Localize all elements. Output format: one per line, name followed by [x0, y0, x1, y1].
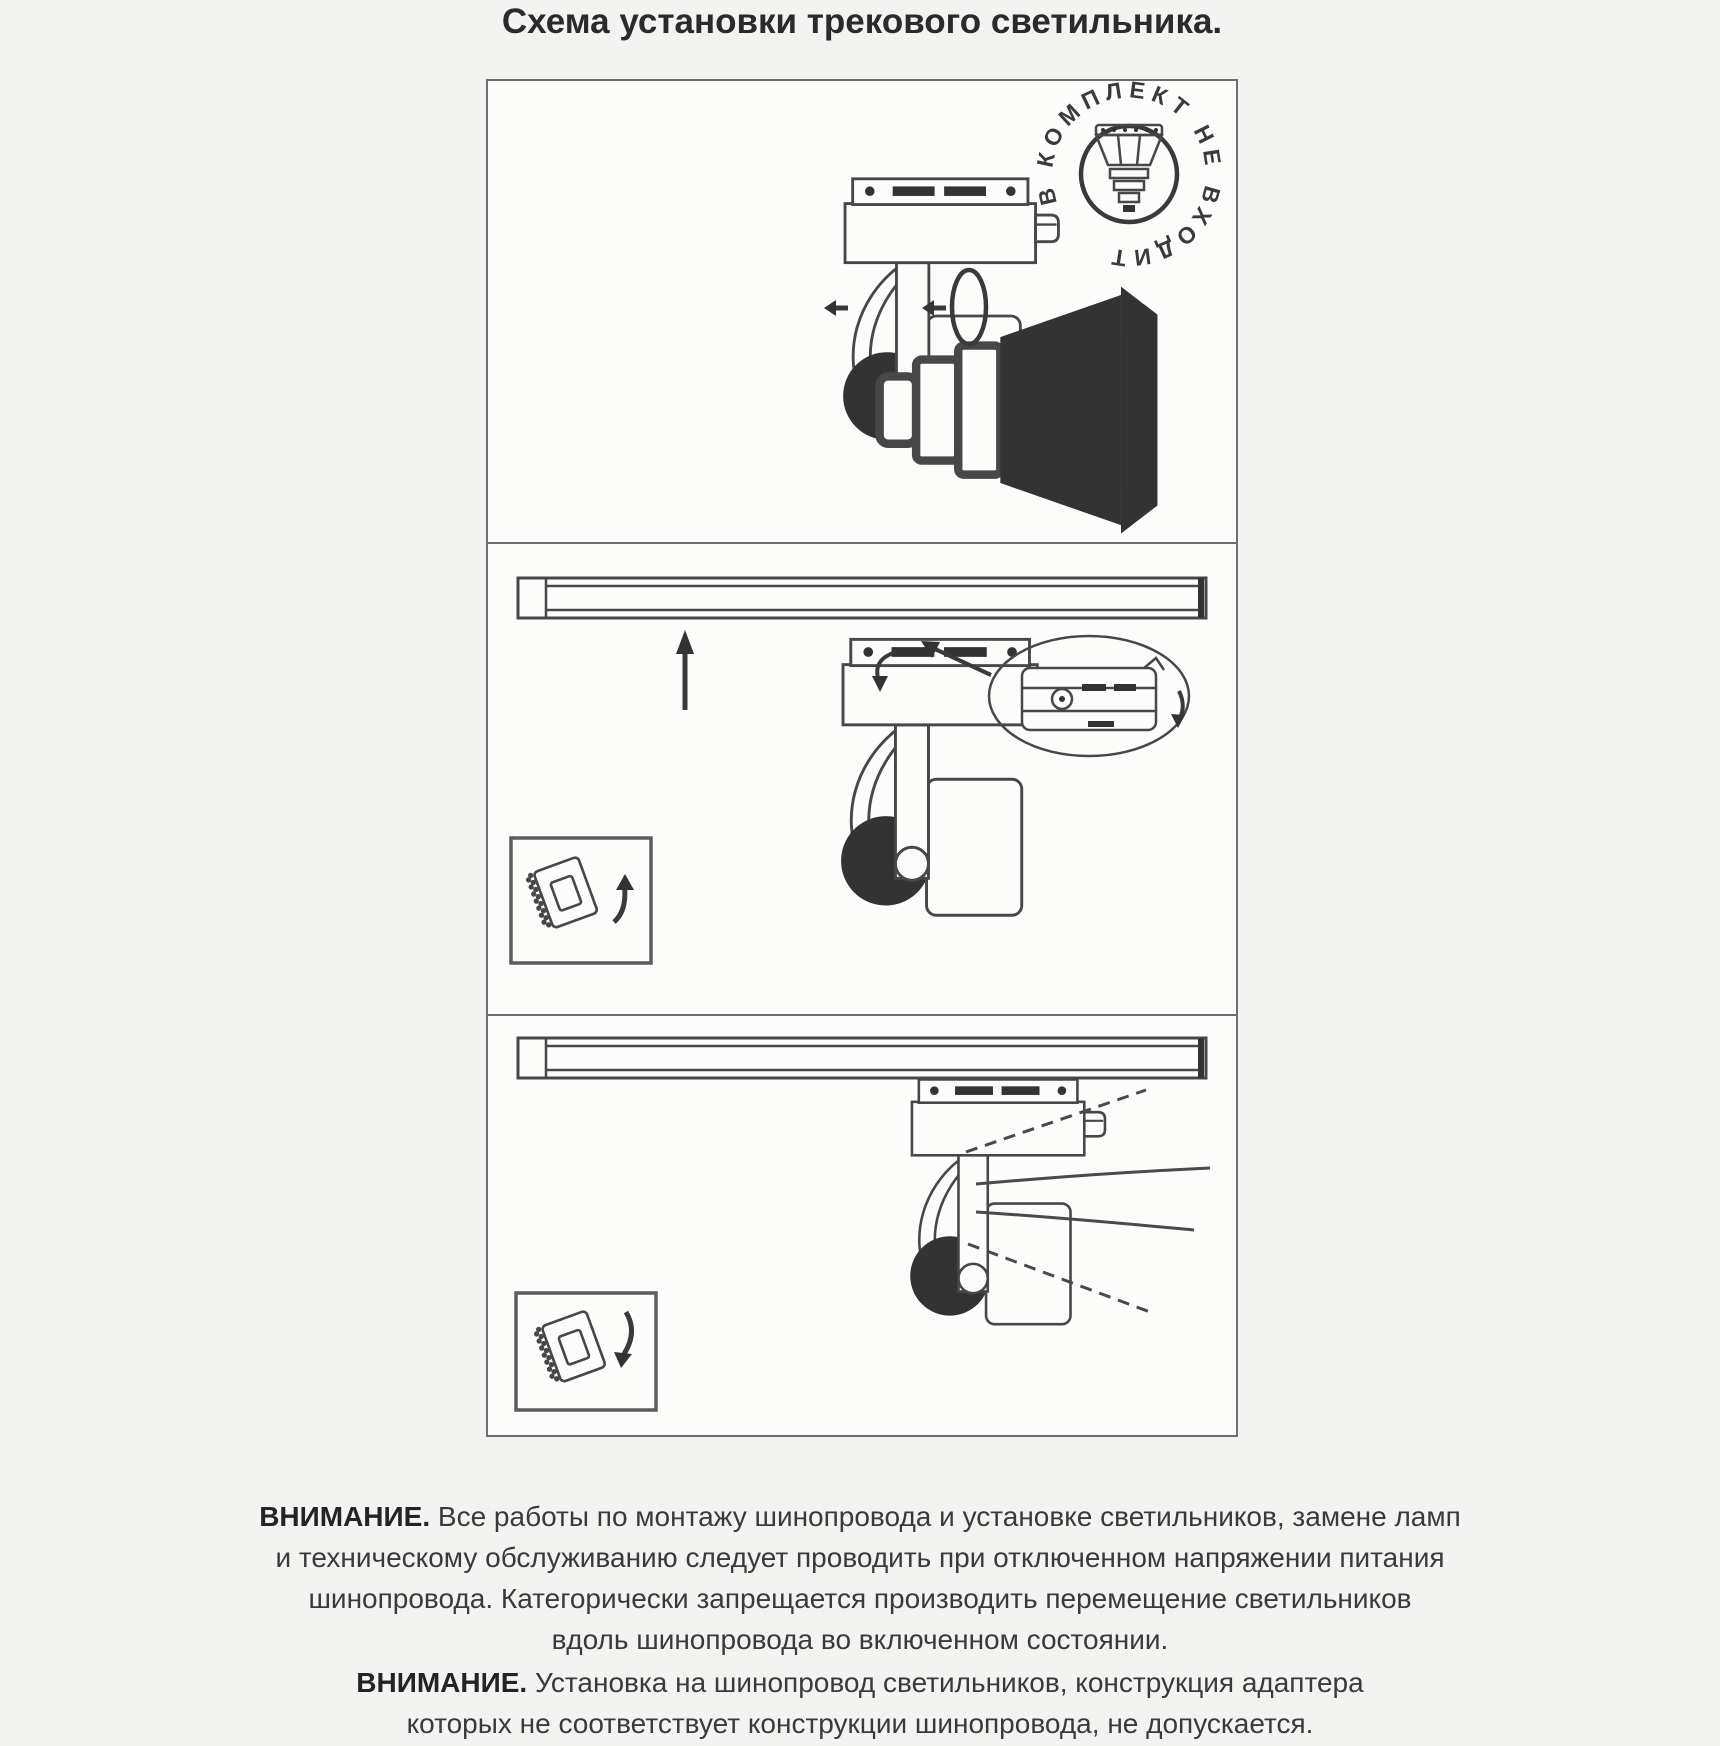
warning-line: которых не соответствует конструкции шинопровода, не допускается. — [406, 1708, 1314, 1739]
warning-line: ВНИМАНИЕ. Все работы по монтажу шинопровода и установке светильников, замене ламп — [259, 1501, 1461, 1532]
warnings-block — [0, 1496, 1720, 1746]
gu10-bulb-icon — [1096, 125, 1162, 212]
not-included-stamp — [1031, 81, 1227, 272]
warning-label: ВНИМАНИЕ. — [356, 1667, 528, 1698]
warning-line: шинопровода. Категорически запрещается производить перемещение светильников — [308, 1583, 1412, 1614]
diagram-box — [486, 79, 1238, 1437]
warning-label: ВНИМАНИЕ. — [259, 1501, 431, 1532]
warning-line: и техническому обслуживанию следует проводить при отключенном напряжении питания — [275, 1542, 1445, 1573]
wall-switch-on-icon — [516, 1293, 656, 1410]
warning-2 — [0, 1662, 1720, 1744]
warning-1 — [0, 1496, 1720, 1660]
arrow-up-icon — [676, 630, 694, 710]
arrow-left-icon — [824, 300, 848, 316]
track-rail-icon — [518, 1038, 1206, 1078]
panel-insert-lamp — [488, 81, 1236, 544]
track-rail-icon — [518, 578, 1206, 618]
panel-power-on — [488, 1016, 1236, 1435]
wall-switch-off-icon — [511, 838, 651, 963]
warning-line: вдоль шинопровода во включенном состоянии. — [551, 1624, 1169, 1655]
panel-mount-to-track — [488, 544, 1236, 1016]
stamp-text: В КОМПЛЕКТ НЕ ВХОДИТ — [1031, 81, 1228, 272]
track-spotlight-icon — [910, 1079, 1105, 1324]
page-title: Схема установки трекового светильника. — [501, 2, 1223, 41]
warning-line: ВНИМАНИЕ. Установка на шинопровод светильников, конструкция адаптера — [356, 1667, 1364, 1698]
